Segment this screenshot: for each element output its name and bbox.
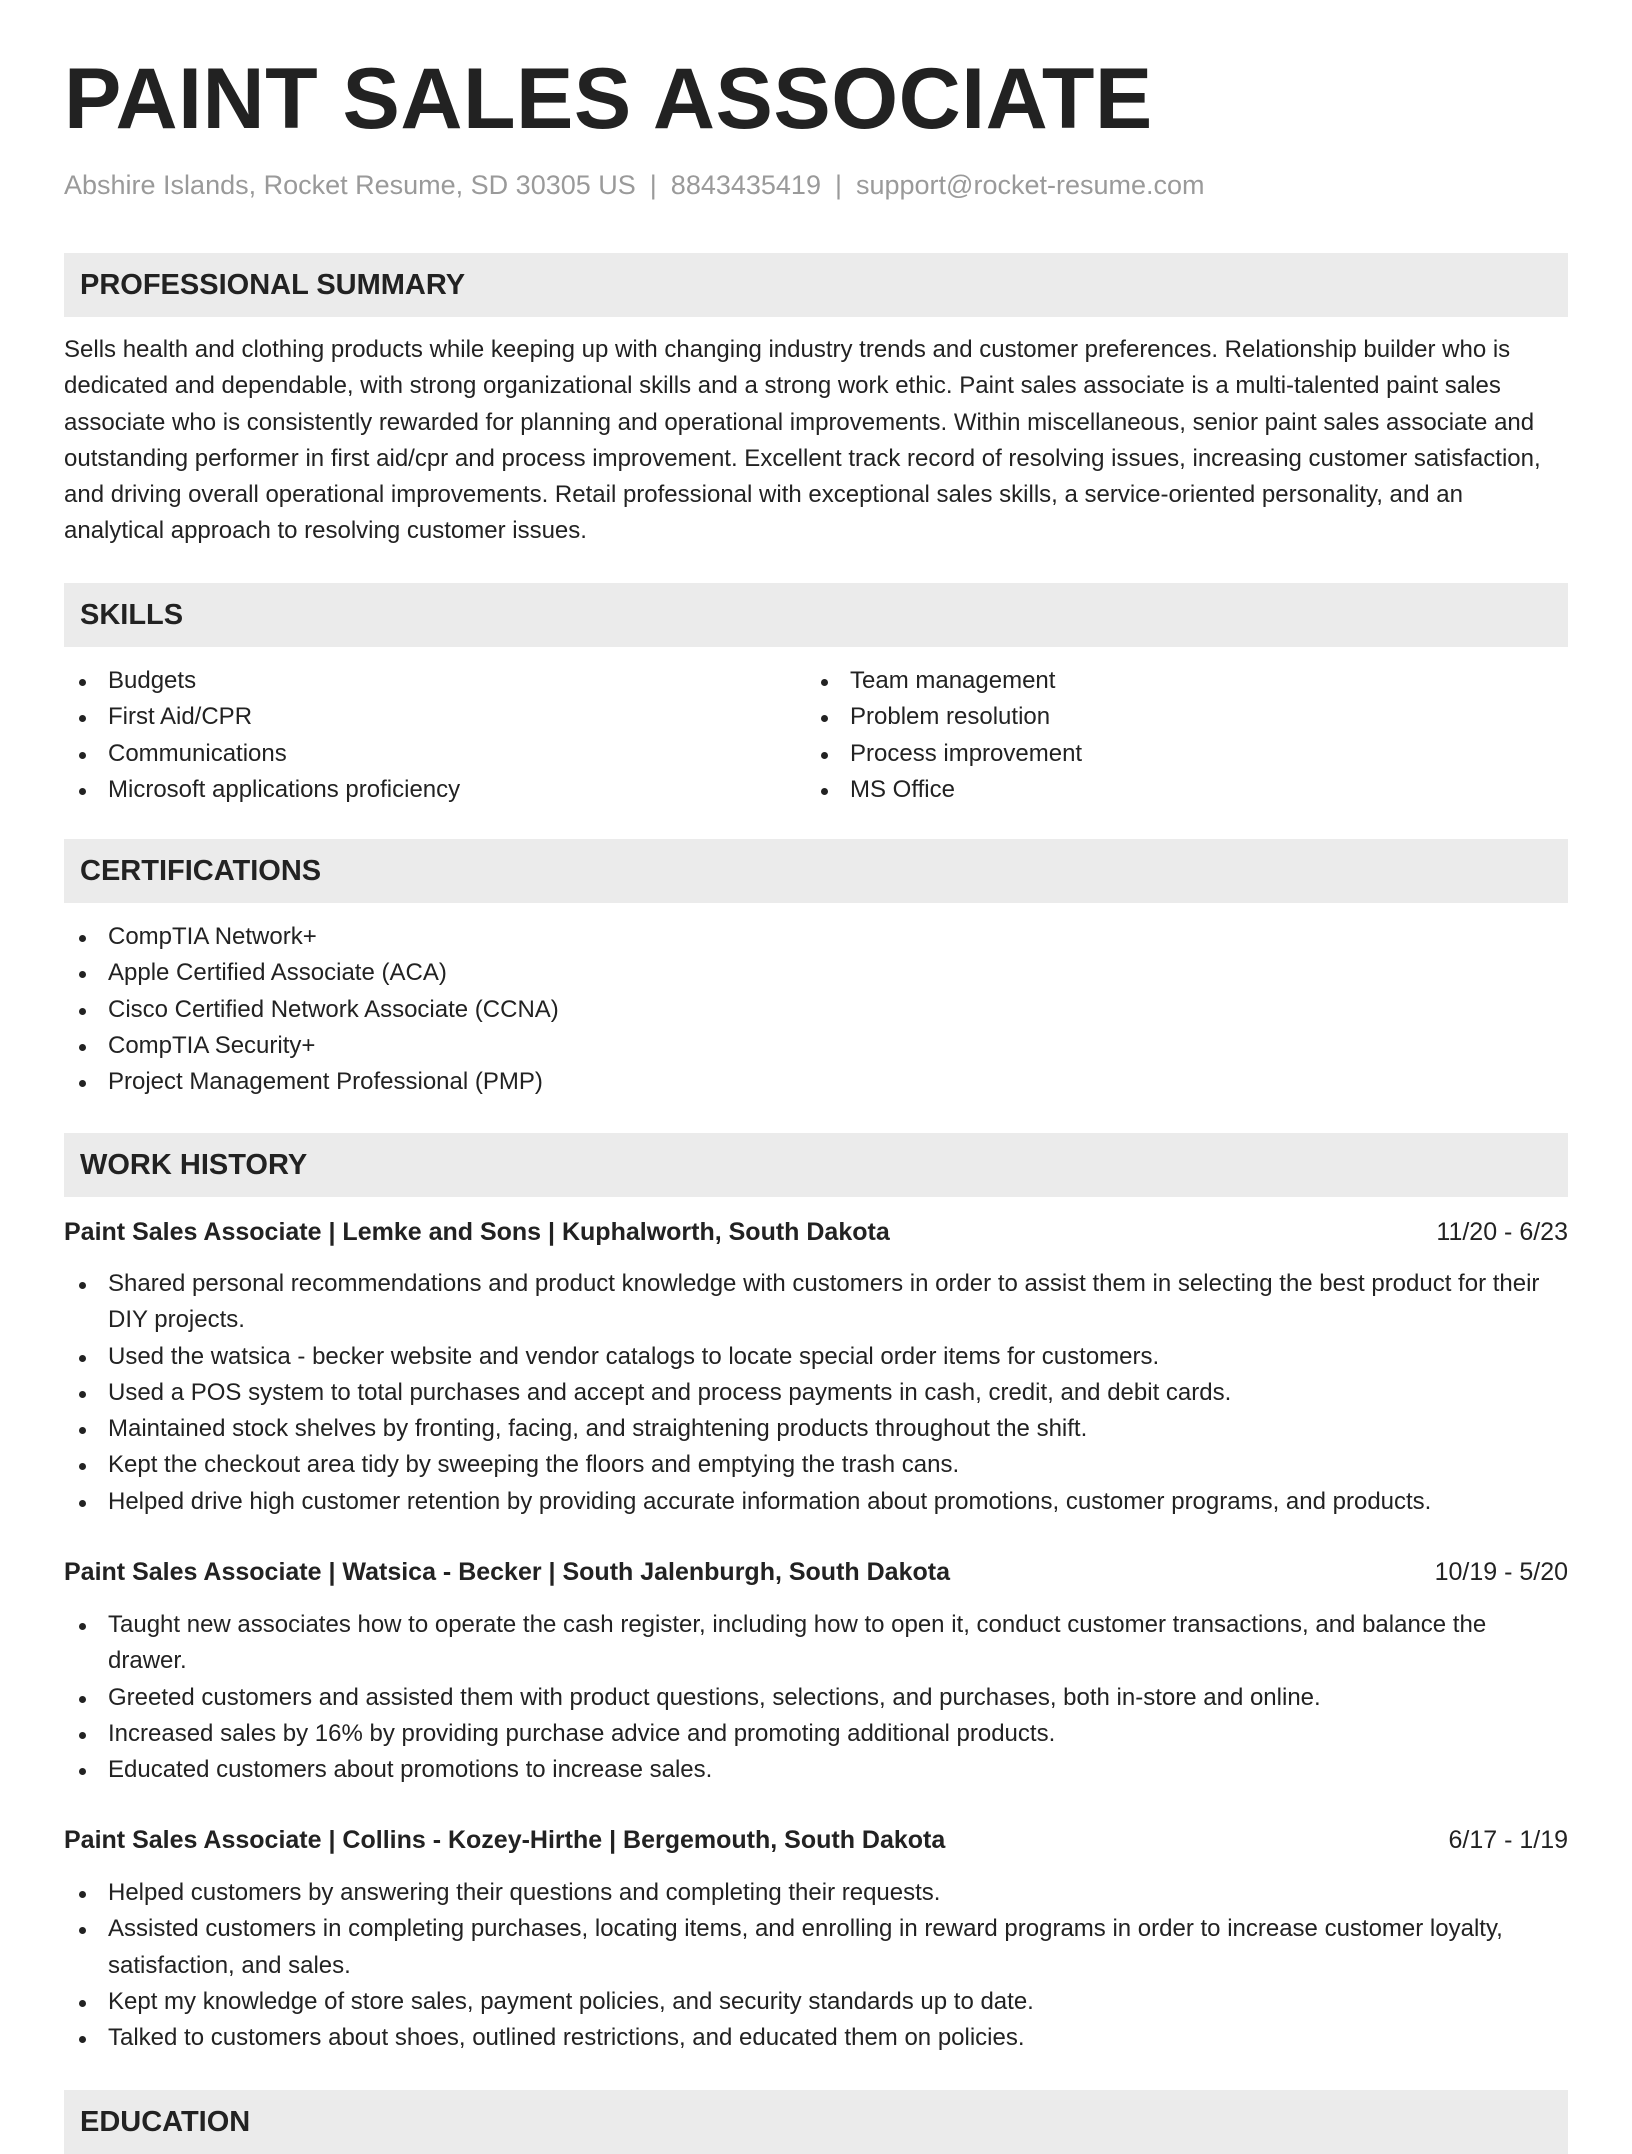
- contact-line: [64, 168, 1205, 202]
- job-bullet: Kept the checkout area tidy by sweeping the floors and emptying the trash cans.: [64, 1447, 1568, 1483]
- job-dates: 11/20 - 6/23: [1436, 1218, 1568, 1246]
- job-title: Paint Sales Associate | Lemke and Sons | Kuphalworth, South Dakota: [64, 1218, 890, 1246]
- job-bullets: [64, 1875, 1568, 2056]
- skill-item: First Aid/CPR: [64, 699, 804, 735]
- job-header: [64, 1822, 1568, 1858]
- summary-text: Sells health and clothing products while keeping up with changing industry trends and customer preferences. Relationship builder who is dedicated and dependable, with strong organizational skills and a strong work ethic. Paint sales associate is a multi-talented paint sales associate who is consistently rewarded for planning and operational improvements. Within miscellaneous, senior paint sales associate and outstanding performer in first aid/cpr and process improvement. Excellent track record of resolving issues, increasing customer satisfaction, and driving overall operational improvements. Retail professional with exceptional sales skills, a service-oriented personality, and an analytical approach to resolving customer issues.: [64, 336, 1541, 545]
- certification-item: Cisco Certified Network Associate (CCNA): [64, 992, 1568, 1028]
- candidate-name: PAINT SALES ASSOCIATE: [64, 51, 1153, 147]
- certifications-list: [64, 919, 1568, 1100]
- job-bullet: Maintained stock shelves by fronting, facing, and straightening products throughout the shift.: [64, 1411, 1568, 1447]
- job-bullet: Kept my knowledge of store sales, payment policies, and security standards up to date.: [64, 1984, 1568, 2020]
- job-bullet: Greeted customers and assisted them with product questions, selections, and purchases, both in-store and online.: [64, 1680, 1568, 1716]
- job-bullet: Talked to customers about shoes, outlined restrictions, and educated them on policies.: [64, 2020, 1568, 2056]
- skill-item: Problem resolution: [806, 699, 1566, 735]
- section-title-education: EDUCATION: [80, 2106, 251, 2138]
- job-bullet: Assisted customers in completing purchases, locating items, and enrolling in reward programs in order to increase customer loyalty, satisfaction, and sales.: [64, 1911, 1568, 1984]
- section-title-work-history: WORK HISTORY: [80, 1149, 308, 1181]
- contact-separator: |: [649, 170, 657, 200]
- certification-item: Apple Certified Associate (ACA): [64, 955, 1568, 991]
- contact-separator: |: [834, 170, 842, 200]
- job-header: [64, 1214, 1568, 1250]
- section-title-summary: PROFESSIONAL SUMMARY: [80, 269, 466, 301]
- certification-item: Project Management Professional (PMP): [64, 1064, 1568, 1100]
- contact-address: Abshire Islands, Rocket Resume, SD 30305 US: [64, 170, 636, 200]
- job-title: Paint Sales Associate | Watsica - Becker | South Jalenburgh, South Dakota: [64, 1558, 950, 1586]
- resume-page: [64, 0, 1568, 2138]
- job-bullet: Taught new associates how to operate the cash register, including how to open it, conduct customer transactions, and balance the drawer.: [64, 1607, 1568, 1680]
- job-bullets: [64, 1607, 1568, 1788]
- skill-item: Communications: [64, 736, 804, 772]
- skills-list-right: [806, 663, 1566, 808]
- job-title: Paint Sales Associate | Collins - Kozey-Hirthe | Bergemouth, South Dakota: [64, 1826, 946, 1854]
- job-bullet: Increased sales by 16% by providing purchase advice and promoting additional products.: [64, 1716, 1568, 1752]
- skill-item: Budgets: [64, 663, 804, 699]
- skills-list-left: [64, 663, 804, 808]
- certification-item: CompTIA Network+: [64, 919, 1568, 955]
- job-bullets: [64, 1266, 1568, 1520]
- section-header-summary: [64, 253, 1568, 317]
- job-bullet: Helped customers by answering their questions and completing their requests.: [64, 1875, 1568, 1911]
- job-bullet: Used the watsica - becker website and vendor catalogs to locate special order items for customers.: [64, 1339, 1568, 1375]
- contact-email: support@rocket-resume.com: [855, 170, 1205, 200]
- skill-item: Team management: [806, 663, 1566, 699]
- skill-item: Microsoft applications proficiency: [64, 772, 804, 808]
- skill-item: MS Office: [806, 772, 1566, 808]
- skill-item: Process improvement: [806, 736, 1566, 772]
- job-bullet: Educated customers about promotions to increase sales.: [64, 1752, 1568, 1788]
- section-title-certifications: CERTIFICATIONS: [80, 855, 322, 887]
- section-header-skills: [64, 583, 1568, 647]
- job-bullet: Shared personal recommendations and product knowledge with customers in order to assist them in selecting the best product for their DIY projects.: [64, 1266, 1568, 1339]
- job-header: [64, 1554, 1568, 1590]
- section-header-certifications: [64, 839, 1568, 903]
- job-dates: 6/17 - 1/19: [1448, 1826, 1568, 1854]
- job-bullet: Used a POS system to total purchases and accept and process payments in cash, credit, and debit cards.: [64, 1375, 1568, 1411]
- job-bullet: Helped drive high customer retention by providing accurate information about promotions, customer programs, and products.: [64, 1484, 1568, 1520]
- section-header-work-history: [64, 1133, 1568, 1197]
- job-dates: 10/19 - 5/20: [1434, 1558, 1568, 1586]
- certification-item: CompTIA Security+: [64, 1028, 1568, 1064]
- section-header-education: [64, 2090, 1568, 2154]
- section-title-skills: SKILLS: [80, 599, 184, 631]
- contact-phone: 8843435419: [670, 170, 821, 200]
